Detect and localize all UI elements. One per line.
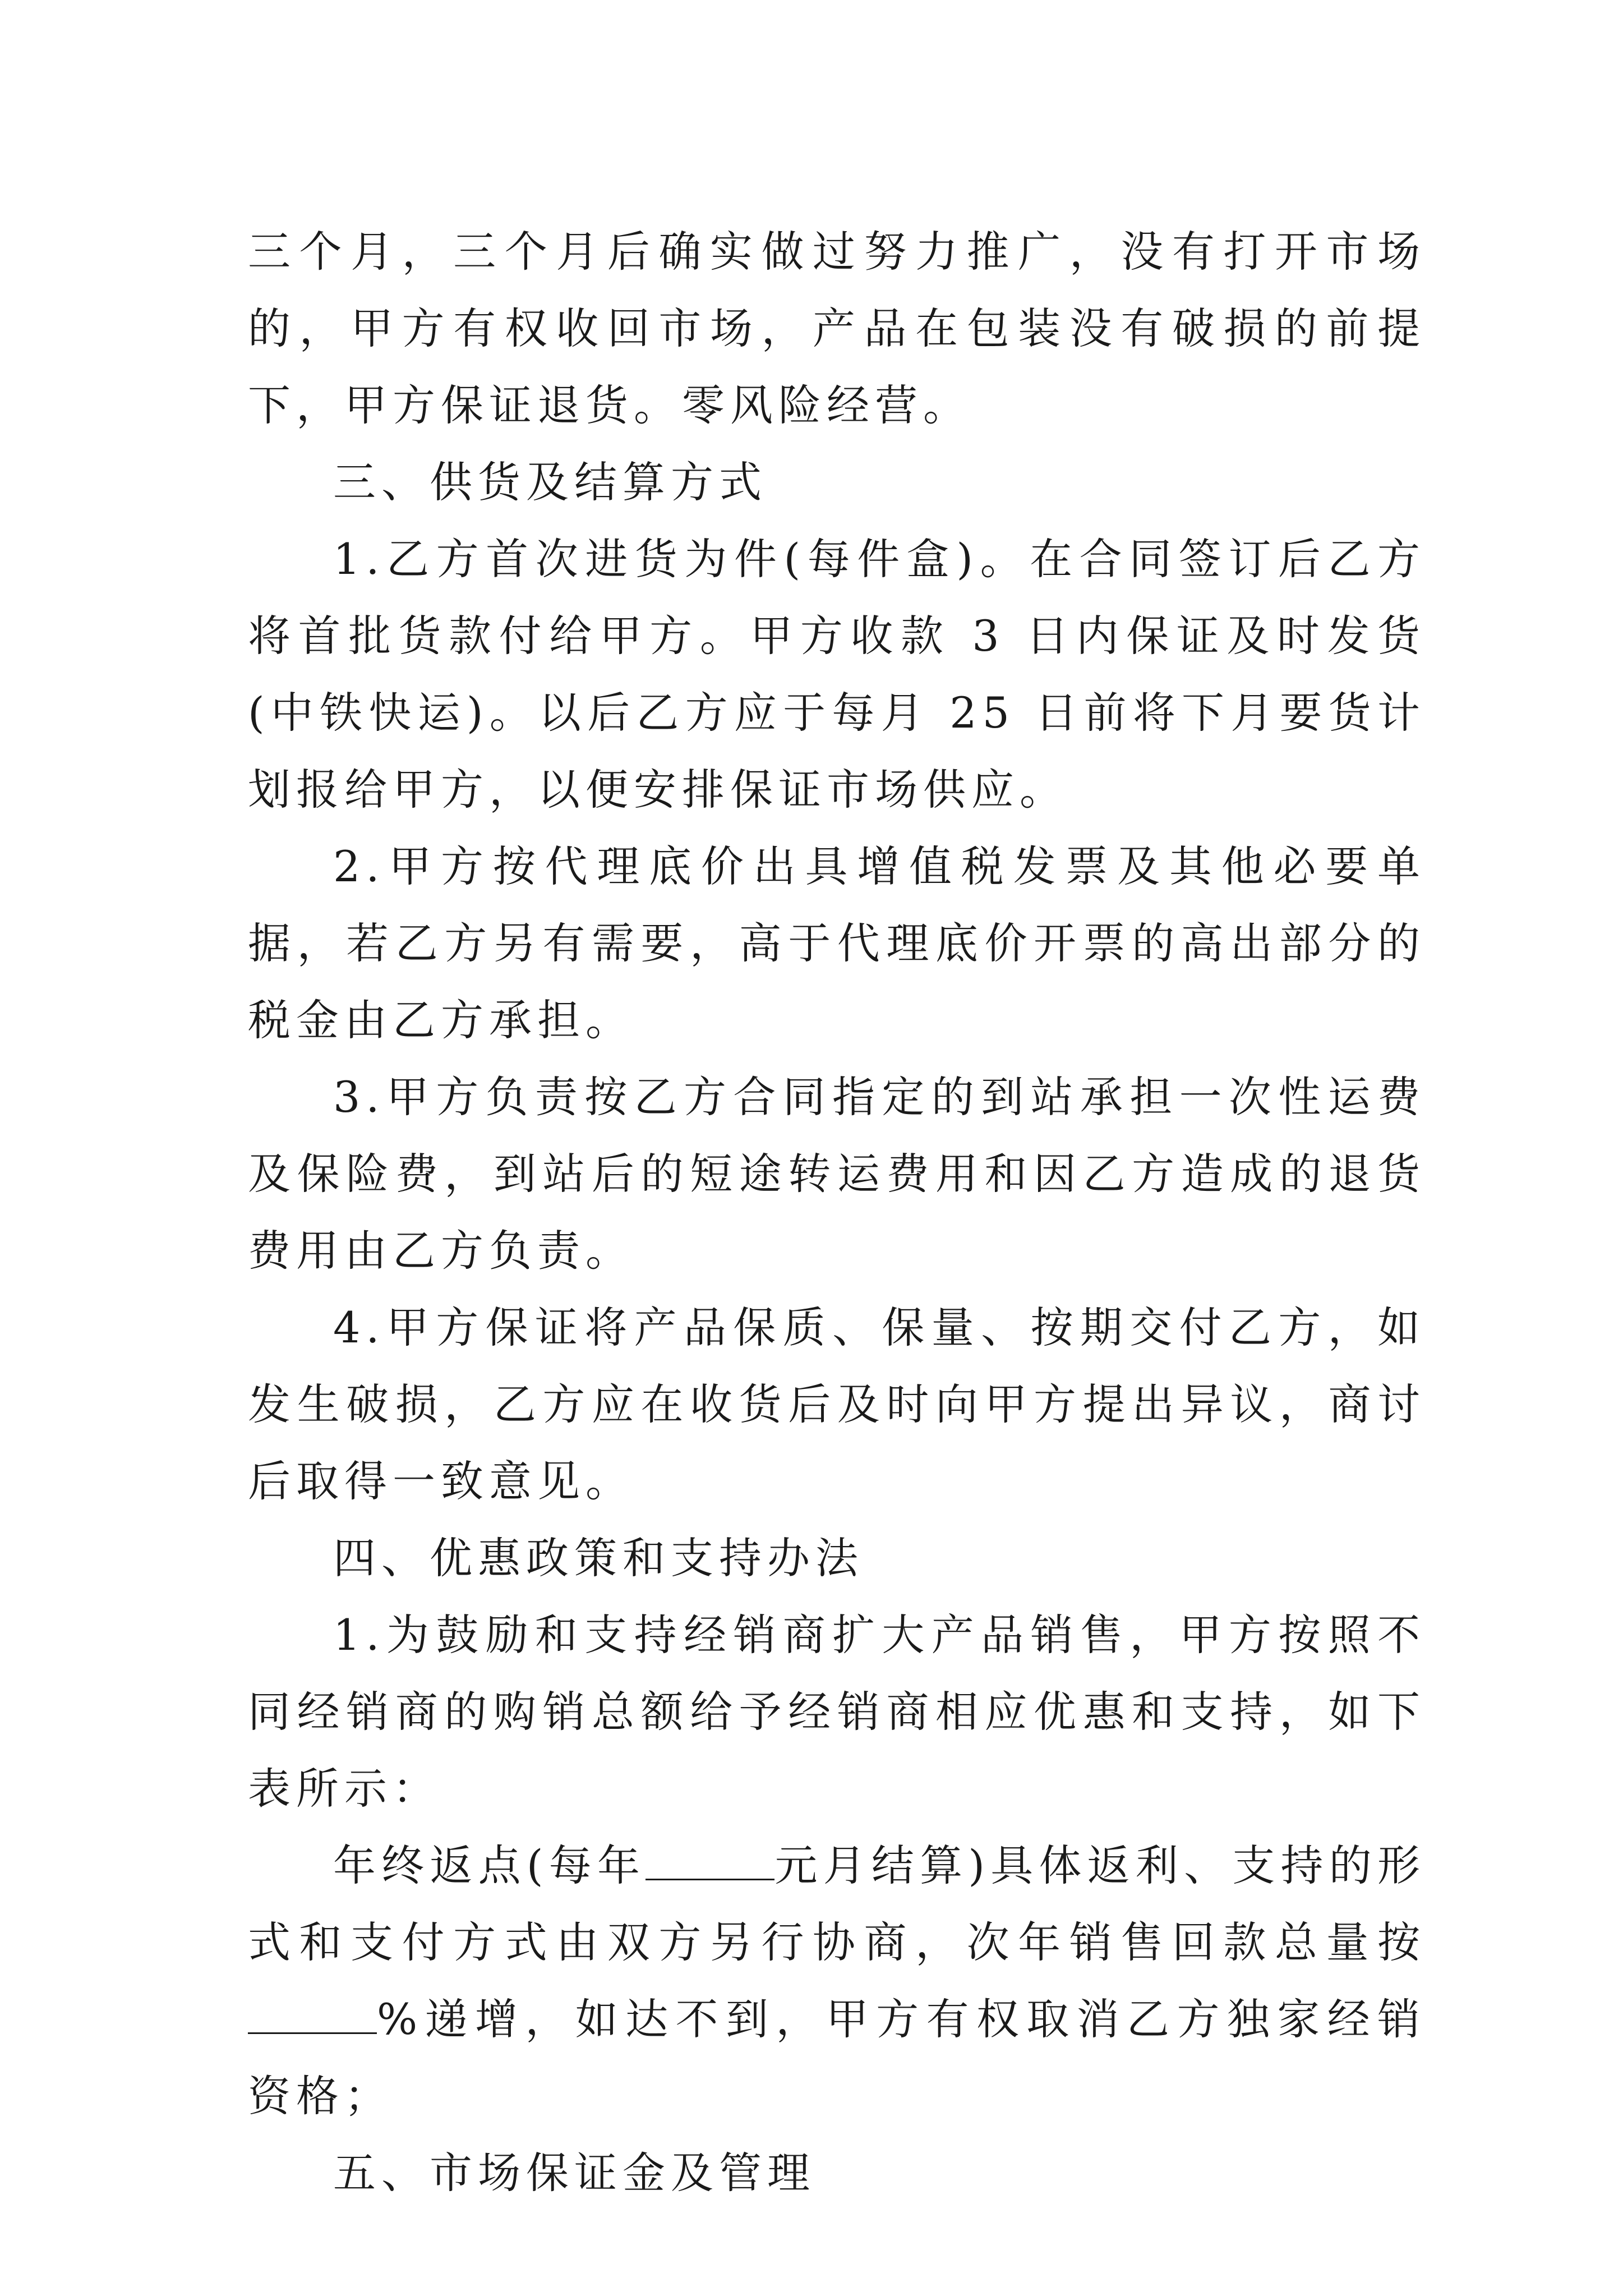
paragraph-freight: 3.甲方负责按乙方合同指定的到站承担一次性运费及保险费，到站后的短途转运费用和因乙方造成的退货费用由乙方负责。 xyxy=(248,1072,1426,1276)
paragraph-year-end-rebate xyxy=(248,1827,1426,2134)
paragraph-quality-guarantee: 4.甲方保证将产品保质、保量、按期交付乙方，如发生破损，乙方应在收货后及时向甲方提出异议，商讨后取得一致意见。 xyxy=(248,1303,1426,1506)
paragraph-invoice: 2.甲方按代理底价出具增值税发票及其他必要单据，若乙方另有需要，高于代理底价开票的高出部分的税金由乙方承担。 xyxy=(248,841,1426,1045)
paragraph-first-order: 1.乙方首次进货为件(每件盒)。在合同签订后乙方将首批货款付给甲方。甲方收款 3 日内保证及时发货(中铁快运)。以后乙方应于每月 25 日前将下月要货计划报给甲方，以便安排保证市场供应。 xyxy=(248,534,1426,815)
blank-growth-percent xyxy=(248,1999,377,2034)
blank-rebate-month xyxy=(645,1845,774,1880)
rebate-text-part-1: 年终返点(每年 xyxy=(333,1841,646,1890)
section-heading-deposit: 五、市场保证金及管理 xyxy=(333,2148,815,2198)
section-heading-incentives: 四、优惠政策和支持办法 xyxy=(333,1533,864,1583)
rebate-text-part-3: %递增，如达不到，甲方有权取消乙方独家经销资格； xyxy=(248,1994,1426,2121)
paragraph-incentive-policy: 1.为鼓励和支持经销商扩大产品销售，甲方按照不同经销商的购销总额给予经销商相应优惠和支持，如下表所示： xyxy=(248,1610,1426,1814)
document-body xyxy=(248,213,1426,2211)
section-heading-supply-settlement: 三、供货及结算方式 xyxy=(333,457,767,507)
paragraph-trial-period: 三个月，三个月后确实做过努力推广，没有打开市场的，甲方有权收回市场，产品在包装没有破损的前提下，甲方保证退货。零风险经营。 xyxy=(248,227,1426,430)
rebate-text-part-2: 元月结算)具体返利、支持的形式和支付方式由双方另行协商，次年销售回款总量按 xyxy=(248,1841,1426,1967)
